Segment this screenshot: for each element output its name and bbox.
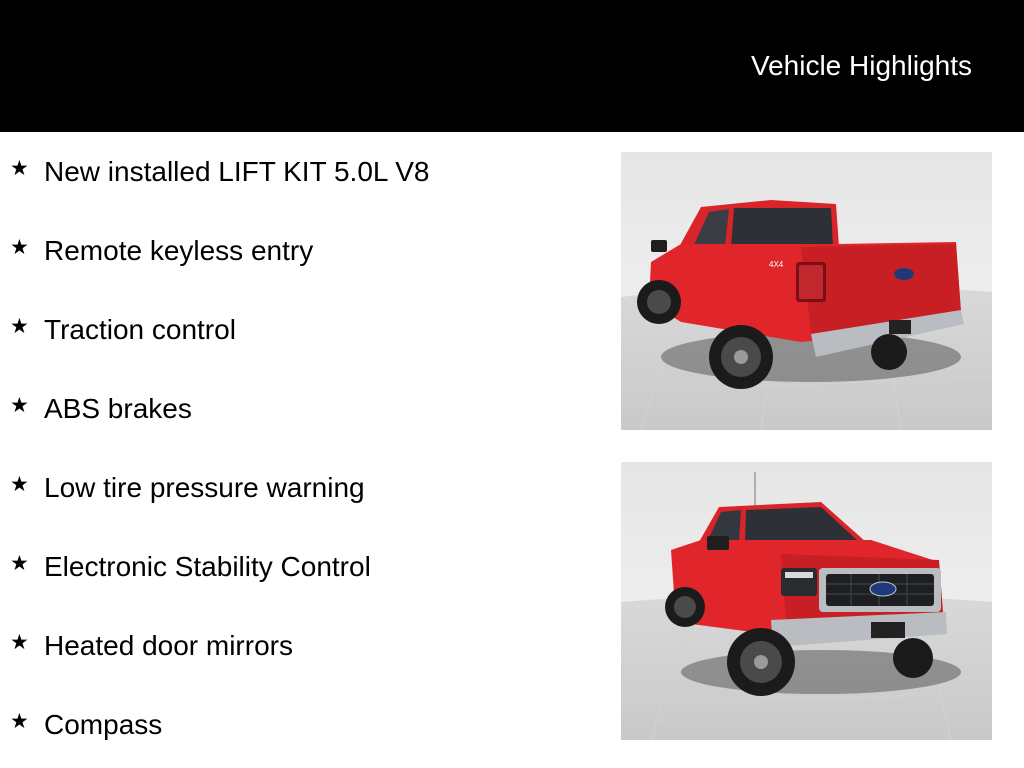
feature-text: Traction control bbox=[44, 314, 236, 345]
feature-item bbox=[0, 468, 600, 508]
feature-item bbox=[0, 705, 600, 745]
truck-front-image bbox=[621, 462, 992, 740]
feature-text: Heated door mirrors bbox=[44, 630, 293, 661]
feature-item bbox=[0, 310, 600, 350]
star-icon: ★ bbox=[10, 315, 29, 338]
star-icon: ★ bbox=[10, 473, 29, 496]
feature-text: New installed LIFT KIT 5.0L V8 bbox=[44, 156, 430, 187]
vehicle-photo-rear bbox=[621, 152, 992, 430]
feature-item bbox=[0, 152, 600, 192]
feature-text: Electronic Stability Control bbox=[44, 551, 371, 582]
feature-text: Compass bbox=[44, 709, 163, 740]
feature-item bbox=[0, 231, 600, 271]
feature-item bbox=[0, 389, 600, 429]
feature-item bbox=[0, 547, 600, 587]
star-icon: ★ bbox=[10, 710, 29, 733]
feature-text: ABS brakes bbox=[44, 393, 192, 424]
page-title: Vehicle Highlights bbox=[750, 50, 972, 81]
truck-rear-image bbox=[621, 152, 992, 430]
star-icon: ★ bbox=[10, 631, 29, 654]
star-icon: ★ bbox=[10, 236, 29, 259]
star-icon: ★ bbox=[10, 157, 29, 180]
star-icon: ★ bbox=[10, 394, 29, 417]
feature-item bbox=[0, 626, 600, 666]
svg-text:4X4: 4X4 bbox=[769, 260, 784, 269]
vehicle-photo-front bbox=[621, 462, 992, 740]
star-icon: ★ bbox=[10, 552, 29, 575]
header-bar bbox=[0, 0, 1024, 132]
feature-text: Remote keyless entry bbox=[44, 235, 314, 266]
feature-text: Low tire pressure warning bbox=[44, 472, 365, 503]
